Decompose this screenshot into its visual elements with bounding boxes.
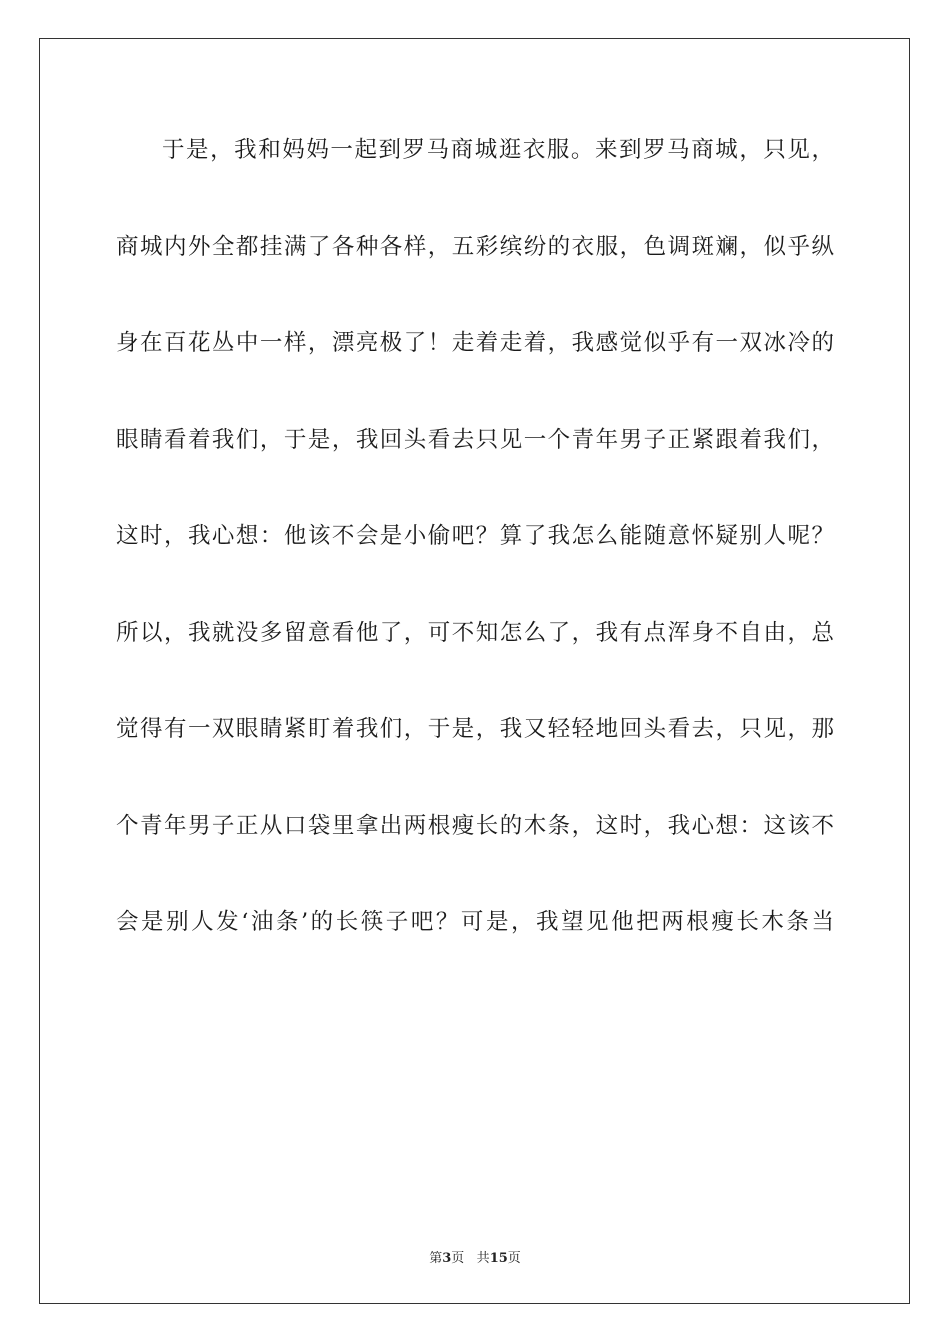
total-pages: 15: [489, 1251, 508, 1266]
page-number: 3: [442, 1251, 452, 1266]
total-prefix: 共: [476, 1251, 490, 1266]
page-prefix: 第: [429, 1251, 443, 1266]
paragraph-line: 眼睛看着我们，于是，我回头看去只见一个青年男子正紧跟着我们，: [116, 426, 834, 453]
page-suffix: 页: [451, 1251, 465, 1266]
paragraph-line: 这时，我心想：他该不会是小偷吧？算了我怎么能随意怀疑别人呢？: [116, 523, 834, 549]
paragraph-line: 个青年男子正从口袋里拿出两根瘦长的木条，这时，我心想：这该不: [116, 812, 834, 839]
page-footer: [0, 1247, 950, 1266]
paragraph-line: 商城内外全都挂满了各种各样，五彩缤纷的衣服，色调斑斓，似乎纵: [116, 233, 834, 260]
document-body: [116, 120, 834, 989]
paragraph-line: 身在百花丛中一样，漂亮极了！走着走着，我感觉似乎有一双冰冷的: [116, 330, 834, 356]
paragraph-line: 所以，我就没多留意看他了，可不知怎么了，我有点浑身不自由，总: [116, 619, 834, 646]
paragraph-line: 于是，我和妈妈一起到罗马商城逛衣服。来到罗马商城，只见，: [162, 137, 834, 163]
paragraph-line: 觉得有一双眼睛紧盯着我们，于是，我又轻轻地回头看去，只见，那: [116, 716, 834, 742]
total-suffix: 页: [507, 1251, 521, 1266]
paragraph-line: 会是别人发‘油条’的长筷子吧？可是，我望见他把两根瘦长木条当: [116, 909, 834, 935]
